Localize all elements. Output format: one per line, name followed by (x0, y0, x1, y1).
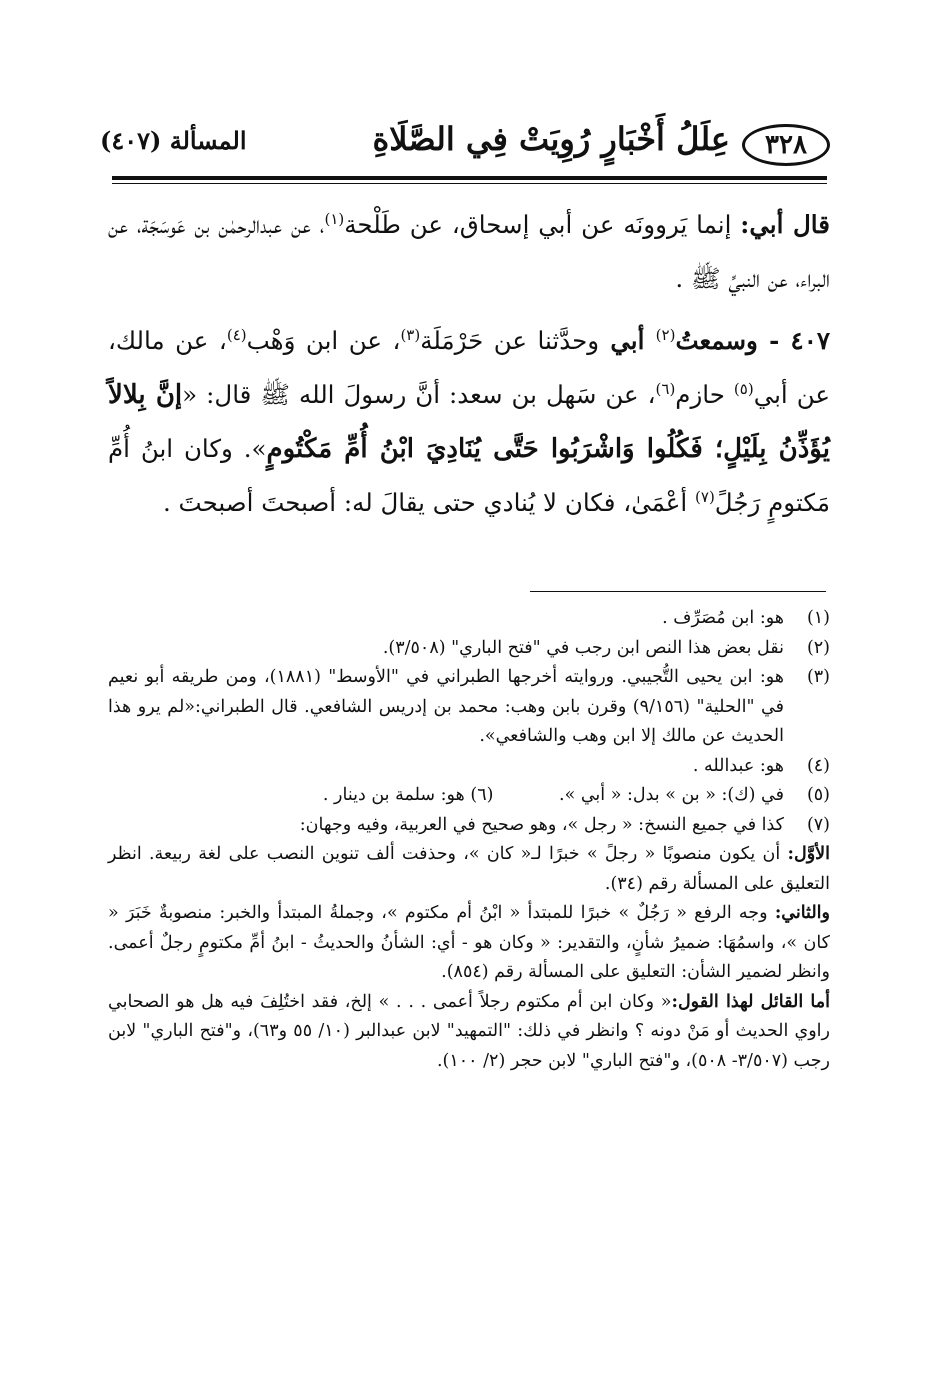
footnote-ref-6: (٦) (655, 379, 676, 398)
text-span: ». وكان ابنُ أُمِّ مَكتومٍ رَجُلً (108, 434, 830, 517)
aspect-text: وجه الرفع « رَجُلٌ » خبرًا للمبتدأ « ابْنُ أم مكتوم »، وجملةُ المبتدأ والخبر: منصوبةٌ خَبَرَ « كان »، واسمُهَا: ضميرُ شأنٍ، والتقدير: « وكان هو - أي: الشأنُ والحديثُ - ابنُ أمِّ مكتومٍ رجلٌ أعمى. وانظر لضمير الشأن: التعليق على المسألة رقم (٨٥٤). (108, 903, 830, 982)
footnote-ref-3: (٣) (400, 325, 421, 344)
footnote-3 (108, 663, 830, 752)
footnote-number: (٣) (806, 667, 830, 687)
heard-word: وسمعتُ (675, 326, 758, 355)
footnote-text: هو: سلمة بن دينار . (322, 785, 465, 805)
footnote-7-second-aspect (108, 899, 830, 988)
text-span: ، عن ابن وَهْب (246, 326, 401, 355)
footnote-number: (٥) (806, 785, 830, 805)
footnote-7-speaker-note (108, 988, 830, 1077)
footnote-text: هو: ابن يحيى التُّجيبي. وروايته أخرجها الطبراني في "الأوسط" (١٨٨١)، ومن طريقه أبو نعيم في "الحلية" (٩/١٥٦) وقرن بابن وهب: محمد بن إدريس الشافعي. قال الطبراني:«لم يرو هذا الحديث عن مالك إلا ابن وهب والشافعي». (108, 667, 785, 746)
text-span: ، عن سَهل بن سعد: أنَّ رسولَ الله ﷺ قال: « (182, 380, 656, 409)
footnote-2 (108, 634, 830, 664)
header-rule-thick (112, 176, 827, 180)
text-span: إنما يَروونَه عن أبي إسحاق، عن طَلْحة (344, 210, 741, 239)
footnote-7-first-aspect (108, 840, 830, 899)
aspect-text: « وكان ابن أم مكتوم رجلاً أعمى . . . » إلخ، فقد اختُلِفَ فيه هل هو الصحابي راوي الحديث أو مَنْ دونه ؟ وانظر في ذلك: "التمهيد" لابن عبدالبر (١٠/ ٥٥ و٦٣)، و"فتح الباري" لابن رجب (٣/٥٠٧- ٥٠٨)، و"فتح الباري" لابن حجر (٢/ ١٠٠). (108, 991, 830, 1071)
paragraph-1 (108, 198, 830, 306)
page-number: ٣٢٨ (765, 130, 807, 160)
footnote-1 (108, 604, 830, 634)
speaker-label: قال أبي: (740, 210, 830, 239)
aspect-label: أما القائل لهذا القول: (671, 991, 830, 1012)
footnote-number: (٧) (806, 814, 830, 835)
text-span: ، عن عبدالرحمٰن بن عَوسَجَة، عن البراء، عن النبيِّ ﷺ . (108, 210, 830, 293)
aspect-label: الأوَّل: (787, 844, 830, 864)
footnote-text: هو: ابن مُصَرِّف . (662, 608, 784, 628)
footnote-number: (٦) (470, 785, 494, 805)
footnote-4 (108, 752, 830, 782)
footnote-5-6 (108, 781, 830, 811)
footnote-text: كذا في جميع النسخ: « رجل »، وهو صحيح في العربية، وفيه وجهان: (299, 814, 784, 835)
text-span: حازم (675, 380, 734, 409)
main-text (108, 198, 830, 530)
footnote-number: (١) (806, 608, 830, 628)
footnote-text: في (ك): « بن » بدل: « أبي ». (559, 785, 784, 805)
header-rule-thin (112, 183, 827, 184)
footnote-ref-2: (٢) (655, 325, 676, 344)
footnote-number: (٤) (806, 755, 830, 776)
footnote-ref-5: (٥) (733, 379, 754, 398)
entry-number: ٤٠٧ - (757, 326, 831, 355)
question-label: المسألة (٤٠٧) (100, 126, 247, 155)
footnotes (108, 604, 830, 1076)
footnote-text: نقل بعض هذا النص ابن رجب في "فتح الباري" (٣/٥٠٨). (382, 637, 784, 658)
book-title: عِلَلُ أَخْبَارٍ رُوِيَتْ فِي الصَّلَاةِ (372, 120, 730, 158)
footnote-ref-1: (١) (324, 209, 345, 228)
text-span: وحدَّثنا عن حَرْمَلَة (420, 326, 600, 355)
text-span: أعْمَىٰ، فكان لا يُنادي حتى يقالَ له: أصبحتَ أصبحتَ . (162, 488, 696, 517)
father-word: أبي (599, 326, 656, 355)
text-span: ، عن مالك، عن أبي (108, 326, 830, 409)
hadith-text: إنَّ بِلالاً يُؤَذِّنُ بِلَيْلٍ؛ فَكُلُوا وَاشْرَبُوا حَتَّى يُنَادِيَ ابْنُ أُمِّ مَكْتُومٍ (108, 380, 830, 464)
aspect-label: والثاني: (774, 903, 830, 923)
page-header (100, 112, 830, 174)
footnote-separator (530, 591, 826, 592)
aspect-text: أن يكون منصوبًا « رجلً » خبرًا لـ« كان »، وحذفت ألف تنوين النصب على لغة ربيعة. انظر التعليق على المسألة رقم (٣٤). (108, 844, 830, 894)
footnote-number: (٢) (806, 637, 830, 658)
footnote-text: هو: عبدالله . (692, 755, 784, 776)
paragraph-407 (108, 314, 830, 530)
page-number-badge (742, 124, 830, 166)
footnote-ref-7: (٧) (695, 487, 715, 506)
footnote-7 (108, 811, 830, 841)
footnote-ref-4: (٤) (226, 325, 247, 344)
